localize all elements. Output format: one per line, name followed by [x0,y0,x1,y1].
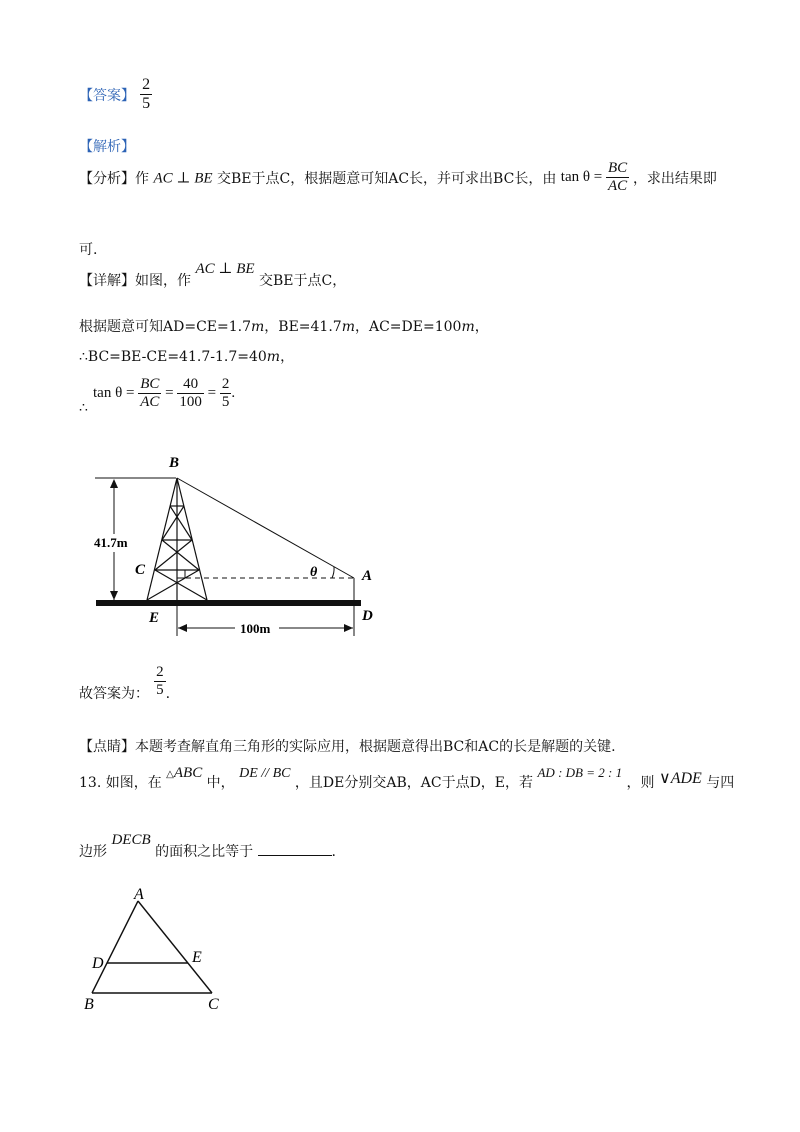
frac-2: 2 [221,376,230,392]
answer-denominator: 5 [142,95,151,113]
side-ab [92,901,138,993]
frac-100: 100 [179,394,202,411]
label-c: C [135,562,146,578]
answer-line [79,76,152,114]
frac-ac: AC [140,394,160,411]
xiangjie-tag: 【详解】 [79,273,135,289]
final-answer-fraction [154,664,166,700]
answer-numerator: 2 [142,76,151,93]
dianjing-tag: 【点睛】 [79,739,135,755]
xiangjie-l2a: 根据题意可知AD=CE=1.7 [79,319,251,335]
analysis-tag: 【解析】 [79,139,135,155]
xiangjie-l2d: ， [474,319,489,335]
frac-40: 40 [183,376,199,392]
frac-5: 5 [221,394,230,411]
frac-40-100 [177,376,204,412]
xiangjie-tan-equation: tan θ = $\frac{BC}{AC}$ = $\frac{40}{100}$ = $\frac{2}{5}$ . [93,376,236,411]
q13-text-3: ，且DE分别交AB，AC于点D，E，若 [294,775,534,791]
unit-m-3: m [461,319,475,335]
xiangjie-text-2: 交BE于点C， [259,273,347,289]
q13-de-parallel-bc: DE // BC [239,766,291,781]
tri-label-b: B [84,996,94,1013]
fenxi-text-2: 交BE于点C，根据题意可知AC长，并可求出BC长，由 [217,170,557,187]
final-answer-line [79,664,171,703]
fenxi-text-1: 作 [135,170,149,187]
q13-line-1 [79,765,735,792]
q13-text-2: 中， [206,775,235,791]
fenxi-frac-num: BC [608,160,628,176]
q13-text-7: 的面积之比等于 [155,844,254,860]
answer-blank[interactable] [258,841,332,856]
unit-m-2: m [341,319,355,335]
xiangjie-l3b: ， [280,349,295,365]
height-label: 41.7m [94,535,128,550]
xiangjie-line-1 [79,261,347,290]
ground-bar [96,600,361,606]
q13-text-8: . [331,844,336,860]
final-den: 5 [156,682,164,699]
distance-label: 100m [240,621,271,636]
tri-label-d: D [92,955,104,972]
q13-ratio: AD : DB = 2 : 1 [537,765,623,780]
label-theta: θ [310,565,318,580]
label-d: D [362,608,373,624]
q13-line-2 [79,832,336,861]
xiangjie-text-1: 如图，作 [135,273,191,289]
xiangjie-tan-text: tan θ = [93,385,135,402]
tri-label-c: C [208,996,219,1013]
label-a: A [362,568,373,584]
q13-decb: DECB [111,832,151,848]
right-angle-mark [177,570,185,578]
q13-triangle-abc [166,765,202,781]
theta-arc [332,567,334,578]
triangle-figure [80,884,240,1014]
xiangjie-math-perp: AC ⊥ BE [195,261,255,277]
fenxi-tag: 【分析】 [79,170,135,187]
xiangjie-line-3 [79,346,294,366]
answer-tag: 【答案】 [79,87,135,104]
side-ac [138,901,212,993]
xiangjie-l2b: ，BE=41.7 [264,319,342,335]
answer-fraction [140,76,152,114]
xiangjie-period: . [231,385,236,402]
xiangjie-line-2 [79,316,489,336]
unit-m-1: m [251,319,265,335]
q13-abc: ABC [173,765,203,781]
xiangjie-tan-line [79,376,236,417]
q13-text-5: 与四 [706,775,735,791]
dianjing-line [79,736,616,756]
fenxi-text-3: ，求出结果即 [632,170,717,187]
xiangjie-l2c: ，AC=DE=100 [354,319,462,335]
fenxi-tan-text: tan θ = [560,169,603,186]
final-answer-text: 故答案为： [79,686,149,703]
label-b: B [169,455,180,471]
tower-figure [90,450,400,650]
q13-number: 13. [79,775,102,791]
label-e: E [149,610,160,626]
triangle-symbol: △ [166,769,174,780]
final-num: 2 [156,664,164,680]
q13-text-1: 如图，在 [105,775,162,791]
frac-2-5 [220,376,232,412]
q13-text-4: ，则 [626,775,655,791]
fenxi-line [79,160,717,196]
tri-label-e: E [192,949,202,966]
tri-label-a: A [134,886,144,903]
final-period: . [165,686,171,703]
fenxi-tan [560,160,633,195]
fenxi-text-4: 可. [79,242,98,258]
line-ba [177,478,354,578]
fenxi-math-perp: AC ⊥ BE [153,170,213,187]
tower [147,478,207,600]
xiangjie-l3a: ∴BC=BE-CE=41.7-1.7=40 [79,349,267,365]
fenxi-frac-den: AC [608,178,628,195]
fenxi-fraction [606,160,629,196]
q13-text-6: 边形 [79,844,107,860]
frac-bc-ac [138,376,161,412]
therefore-symbol: ∴ [79,400,88,417]
frac-bc: BC [140,376,160,392]
dianjing-text: 本题考查解直角三角形的实际应用，根据题意得出BC和AC的长是解题的关键. [135,739,616,755]
unit-m-4: m [266,349,281,365]
q13-vade: ∨ADE [658,770,702,787]
